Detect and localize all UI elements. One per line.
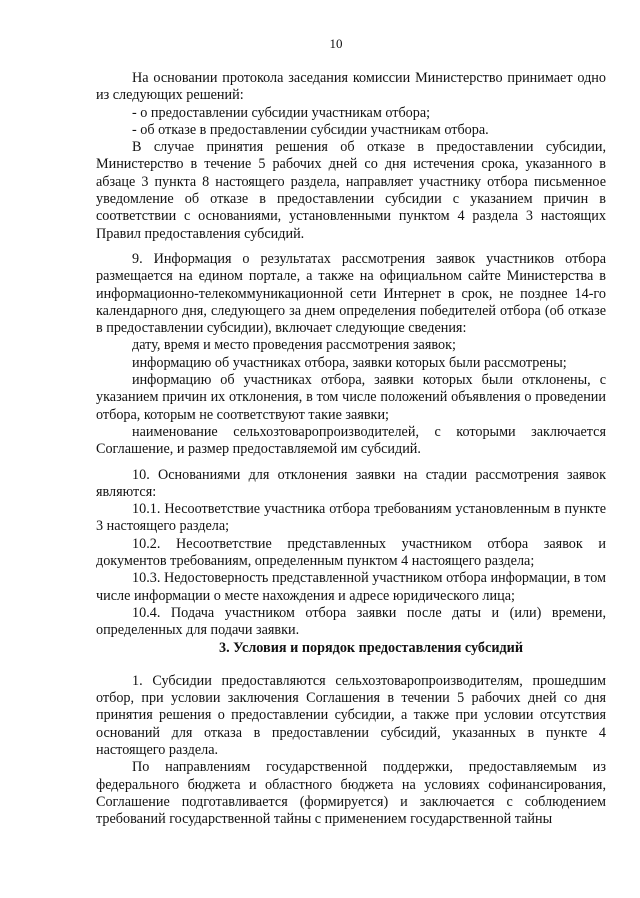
- paragraph-10-rejection-grounds: 10. Основаниями для отклонения заявки на стадии рассмотрения заявок являются:: [96, 466, 606, 500]
- list-item-refusal-decision: - об отказе в предоставлении субсидии участникам отбора.: [132, 121, 489, 138]
- list-item-grant-decision: - о предоставлении субсидии участникам отбора;: [132, 104, 431, 121]
- paragraph-decision-intro: На основании протокола заседания комиссии Министерство принимает одно из следующих решений:: [96, 70, 606, 104]
- list-item-rejected-participants: информацию об участниках отбора, заявки которых были отклонены, с указанием причин их отклонения, в том числе положений объявления о проведении отбора, которым не соответствуют такие заявки;: [96, 372, 606, 423]
- paragraph-9-results-info: 9. Информация о результатах рассмотрения заявок участников отбора размещается на едином портале, а также на официальном сайте Министерства в информационно-телекоммуникационной сети Интернет в срок, не позднее 14-го календарного дня, следующего за днем определения победителей отбора (об отказе в предоставлении субсидии), включает следующие сведения:: [96, 250, 606, 337]
- list-item-reviewed-participants: информацию об участниках отбора, заявки которых были рассмотрены;: [132, 354, 567, 371]
- list-item-date-time-place: дату, время и место проведения рассмотрения заявок;: [132, 337, 456, 354]
- clause-10-2: 10.2. Несоответствие представленных участником отбора заявок и документов требованиям, определенным пунктом 4 настоящего раздела;: [96, 535, 606, 570]
- clause-10-1: 10.1. Несоответствие участника отбора требованиям установленным в пункте 3 настоящего раздела;: [96, 501, 606, 535]
- page-number: 10: [329, 36, 343, 51]
- clause-10-4: 10.4. Подача участником отбора заявки после даты и (или) времени, определенных для подачи заявки.: [96, 604, 606, 639]
- section-3-paragraph-cofinancing: По направлениям государственной поддержки, предоставляемым из федерального бюджета и областного бюджета на условиях софинансирования, Соглашение подготавливается (формируется) и заключается с соблюдением требований государственной тайны с применением государственной тайны: [96, 759, 606, 828]
- list-item-agreement-recipients: наименование сельхозтоваропроизводителей, с которыми заключается Соглашение, и размер предоставляемой им субсидий.: [96, 423, 606, 458]
- section-3-heading: 3. Условия и порядок предоставления субсидий: [218, 639, 524, 656]
- document-body: [96, 70, 606, 828]
- clause-10-3: 10.3. Недостоверность представленной участником отбора информации, в том числе информации о месте нахождения и адресе юридического лица;: [96, 570, 606, 604]
- section-3-clause-1: 1. Субсидии предоставляются сельхозтоваропроизводителям, прошедшим отбор, при условии заключения Соглашения в течении 5 рабочих дней со дня принятия решения о предоставлении субсидии, а также при условии отсутствия оснований для отказа в предоставлении субсидий, указанных в пункте 4 настоящего раздела.: [96, 672, 606, 758]
- paragraph-refusal-notice: В случае принятия решения об отказе в предоставлении субсидии, Министерство в течение 5 рабочих дней со дня истечения срока, указанного в абзаце 3 пункта 8 настоящего раздела, направляет участнику отбора письменное уведомление об отказе в предоставлении субсидии с указанием причин в соответствии с основаниями, установленными пунктом 4 раздела 3 настоящих Правил предоставления субсидий.: [96, 139, 606, 242]
